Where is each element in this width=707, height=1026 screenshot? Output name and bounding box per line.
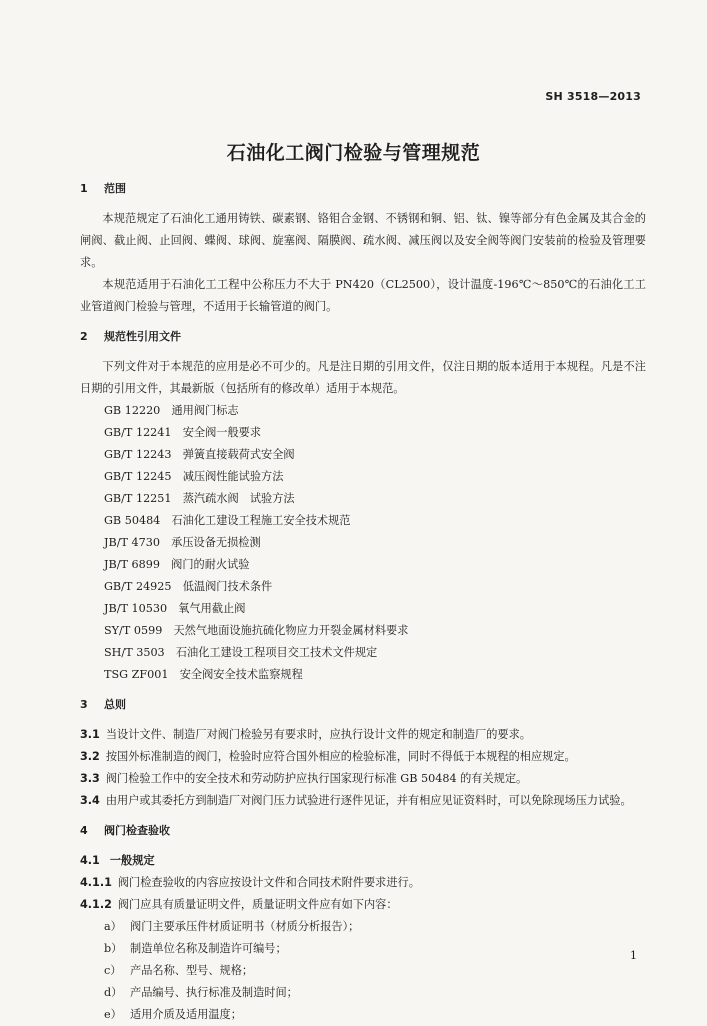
section-title: 阀门检查验收 [104,824,170,837]
list-item [80,960,646,982]
list-text: 产品名称、型号、规格； [130,964,254,977]
subsection-title: 一般规定 [109,854,155,867]
list-item [80,1004,646,1026]
clause [80,790,646,812]
reference-item: GB/T 12241 安全阀一般要求 [104,426,262,439]
section-number: 2 [80,330,88,343]
list-text: 适用介质及适用温度； [130,1008,242,1021]
reference-item: GB 50484 石油化工建设工程施工安全技术规范 [104,514,351,527]
reference-item: GB 12220 通用阀门标志 [104,404,239,417]
clause-text: 阀门检查验收的内容应按设计文件和合同技术附件要求进行。 [117,876,420,889]
list-marker: c） [104,964,122,977]
list-text: 制造单位名称及制造许可编号； [130,942,287,955]
list-marker: b） [104,942,123,955]
section-heading [80,820,646,842]
clause-number: 4.1.2 [80,898,112,911]
clause-text: 当设计文件、制造厂对阀门检验另有要求时，应执行设计文件的规定和制造厂的要求。 [105,728,531,741]
reference-item: SH/T 3503 石油化工建设工程项目交工技术文件规定 [104,646,378,659]
page-number: 1 [630,949,637,962]
reference-item: JB/T 6899 阀门的耐火试验 [104,558,250,571]
document-body [80,178,646,1026]
clause-text: 阀门检验工作中的安全技术和劳动防护应执行国家现行标准 GB 50484 的有关规定。 [105,772,528,785]
clause-number: 3.2 [80,750,100,763]
paragraph: 下列文件对于本规范的应用是必不可少的。凡是注日期的引用文件，仅注日期的版本适用于本规程。凡是不注日期的引用文件，其最新版（包括所有的修改单）适用于本规范。 [80,360,646,395]
clause-number: 4.1.1 [80,876,112,889]
reference-item: GB/T 12243 弹簧直接载荷式安全阀 [104,448,295,461]
paragraph: 本规范规定了石油化工通用铸铁、碳素钢、铬钼合金钢、不锈钢和铜、铝、钛、镍等部分有色金属及其合金的闸阀、截止阀、止回阀、蝶阀、球阀、旋塞阀、隔膜阀、疏水阀、减压阀以及安全阀等阀门安装前的检验及管理要求。 [80,212,646,269]
reference-item: TSG ZF001 安全阀安全技术监察规程 [104,668,303,681]
reference-item: SY/T 0599 天然气地面设施抗硫化物应力开裂金属材料要求 [104,624,409,637]
clause [80,724,646,746]
document-title: 石油化工阀门检验与管理规范 [226,142,481,164]
subsection-number: 4.1 [80,854,100,867]
reference-item: GB/T 12245 减压阀性能试验方法 [104,470,284,483]
list-text: 阀门主要承压件材质证明书（材质分析报告）； [130,920,360,933]
clause-number: 3.4 [80,794,100,807]
list-marker: d） [104,986,123,999]
reference-item: JB/T 10530 氧气用截止阀 [104,602,246,615]
section-number: 3 [80,698,88,711]
paragraph: 本规范适用于石油化工工程中公称压力不大于 PN420（CL2500），设计温度-196℃～850℃的石油化工工业管道阀门检验与管理，不适用于长输管道的阀门。 [80,278,646,313]
clause-text: 按国外标准制造的阀门，检验时应符合国外相应的检验标准，同时不得低于本规程的相应规定。 [105,750,576,763]
clause-number: 3.3 [80,772,100,785]
list-item [80,916,646,938]
clause-number: 3.1 [80,728,100,741]
section-heading [80,326,646,348]
section-number: 4 [80,824,88,837]
reference-item: JB/T 4730 承压设备无损检测 [104,536,261,549]
section-number: 1 [80,182,88,195]
subsection-heading [80,850,646,872]
clause [80,894,646,916]
clause-text: 由用户或其委托方到制造厂对阀门压力试验进行逐件见证，并有相应见证资料时，可以免除现场压力试验。 [105,794,632,807]
section-heading [80,694,646,716]
section-heading [80,178,646,200]
section-title: 总则 [104,698,126,711]
clause [80,872,646,894]
clause [80,746,646,768]
list-item [80,938,646,960]
standard-code: SH 3518—2013 [545,90,641,103]
reference-item: GB/T 12251 蒸汽疏水阀 试验方法 [104,492,295,505]
section-title: 范围 [104,182,126,195]
clause-text: 阀门应具有质量证明文件，质量证明文件应有如下内容： [117,898,398,911]
section-title: 规范性引用文件 [104,330,181,343]
clause [80,768,646,790]
list-item [80,982,646,1004]
list-text: 产品编号、执行标准及制造时间； [130,986,298,999]
list-marker: a） [104,920,122,933]
reference-item: GB/T 24925 低温阀门技术条件 [104,580,273,593]
list-marker: e） [104,1008,122,1021]
